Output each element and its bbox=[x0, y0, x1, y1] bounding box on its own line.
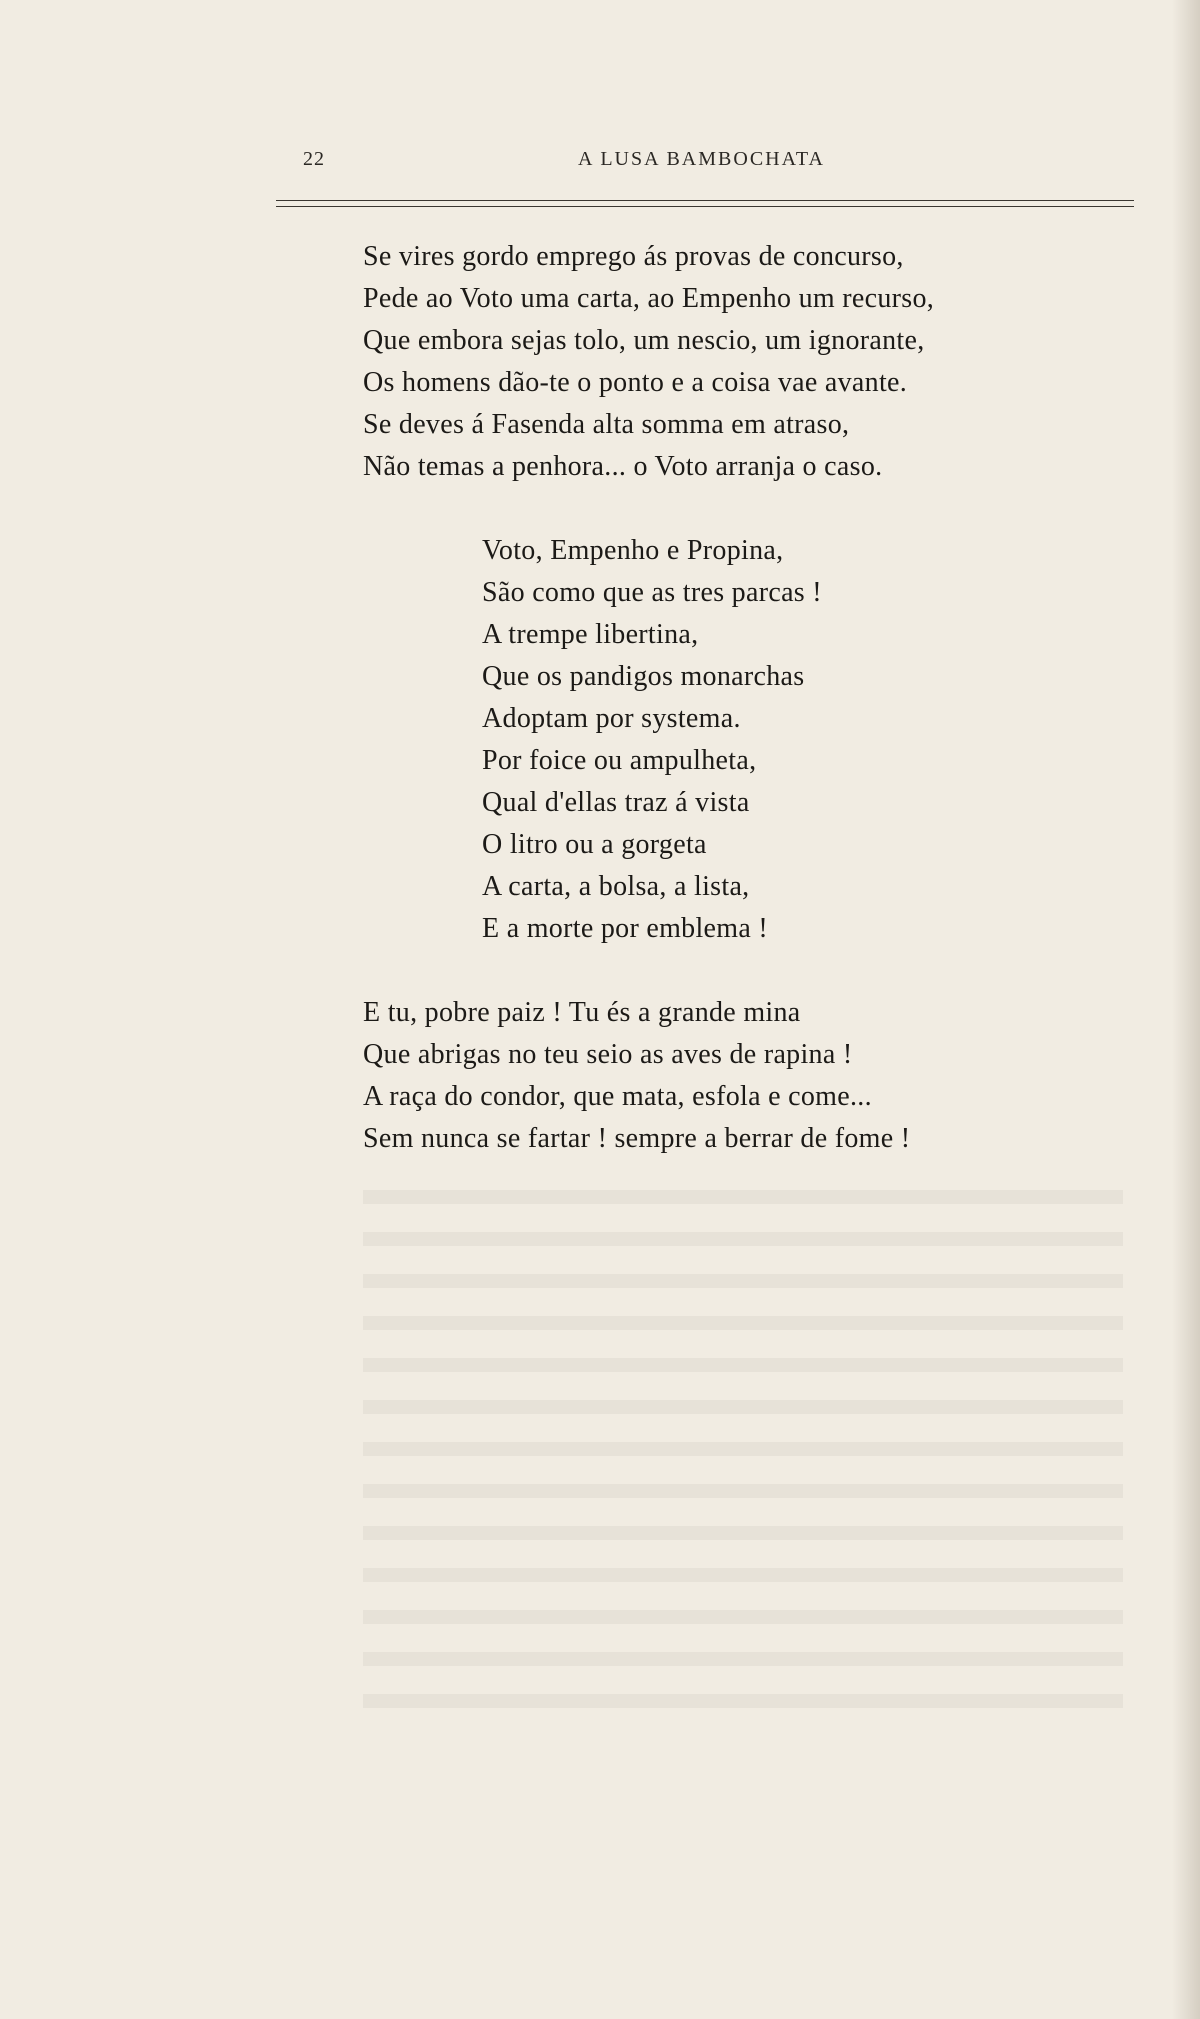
verse-line: A carta, a bolsa, a lista, bbox=[482, 871, 750, 902]
verse-line: Adoptam por systema. bbox=[482, 703, 741, 734]
verse-line: Que os pandigos monarchas bbox=[482, 661, 805, 692]
header-rule-bottom bbox=[276, 206, 1134, 207]
stanza-2 bbox=[482, 530, 1123, 950]
stanza-break bbox=[363, 950, 1123, 992]
stanza-3 bbox=[363, 992, 1123, 1160]
verse-line: Que embora sejas tolo, um nescio, um ignorante, bbox=[363, 325, 925, 356]
stanza-1 bbox=[363, 236, 1123, 488]
verse-line: O litro ou a gorgeta bbox=[482, 829, 707, 860]
verse-line: Que abrigas no teu seio as aves de rapina ! bbox=[363, 1039, 853, 1070]
verse-line: Os homens dão-te o ponto e a coisa vae avante. bbox=[363, 367, 908, 398]
verse-line: Voto, Empenho e Propina, bbox=[482, 535, 784, 566]
header-rule-top bbox=[276, 200, 1134, 201]
running-title: A LUSA BAMBOCHATA bbox=[578, 148, 825, 170]
verse-line: Sem nunca se fartar ! sempre a berrar de fome ! bbox=[363, 1123, 911, 1154]
verse-line: Não temas a penhora... o Voto arranja o caso. bbox=[363, 451, 883, 482]
verse-line: Se vires gordo emprego ás provas de concurso, bbox=[363, 241, 904, 272]
poem-body bbox=[363, 236, 1123, 1160]
page-edge-shadow bbox=[1172, 0, 1200, 2019]
verse-line: Pede ao Voto uma carta, ao Empenho um recurso, bbox=[363, 283, 935, 314]
show-through-text bbox=[363, 1190, 1123, 1710]
verse-line: E tu, pobre paiz ! Tu és a grande mina bbox=[363, 997, 801, 1028]
verse-line: São como que as tres parcas ! bbox=[482, 577, 822, 608]
stanza-break bbox=[363, 488, 1123, 530]
verse-line: Se deves á Fasenda alta somma em atraso, bbox=[363, 409, 850, 440]
verse-line: E a morte por emblema ! bbox=[482, 913, 769, 944]
page-number: 22 bbox=[303, 148, 325, 170]
verse-line: Por foice ou ampulheta, bbox=[482, 745, 757, 776]
verse-line: A trempe libertina, bbox=[482, 619, 699, 650]
verse-line: Qual d'ellas traz á vista bbox=[482, 787, 750, 818]
verse-line: A raça do condor, que mata, esfola e come... bbox=[363, 1081, 872, 1112]
